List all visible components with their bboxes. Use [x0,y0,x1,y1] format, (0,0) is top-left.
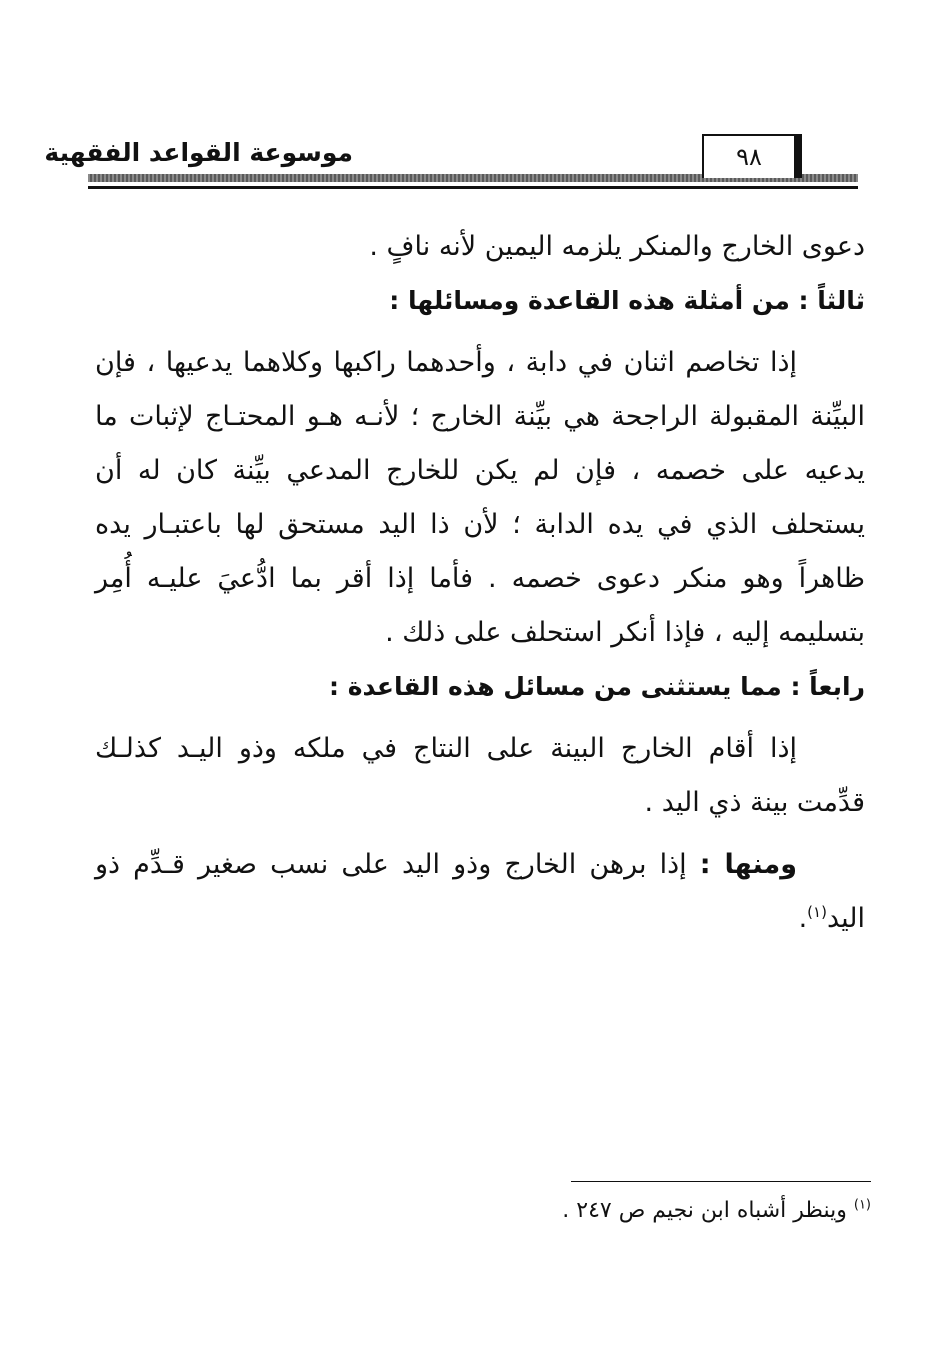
footnote-reference: (١) [807,903,827,921]
spacer [95,830,865,838]
paragraph-continuation: دعوى الخارج والمنكر يلزمه اليمين لأنه نافٍ . [369,231,865,262]
footnote [562,1198,871,1223]
spacer [95,328,865,336]
book-title: موسوعة القواعد الفقهية [44,138,353,167]
section-heading-third: ثالثاً : من أمثلة هذه القاعدة ومسائلها : [389,286,865,315]
footnote-separator [571,1181,871,1182]
spacer [95,714,865,722]
paragraph-lead: ومنها : [699,849,798,880]
footnote-text: وينظر أشباه ابن نجيم ص ٢٤٧ . [562,1198,847,1223]
header-rule [88,186,858,189]
paragraph-text: إذا برهن الخارج وذو اليد على نسب صغير قـدِّم ذو اليد [95,849,865,934]
paragraph-exception: إذا أقام الخارج البينة على النتاج في ملكه وذو اليـد كذلـك قدِّمت بينة ذي اليد . [95,733,865,818]
paragraph-example: إذا تخاصم اثنان في دابة ، وأحدهما راكبها وكلاهما يدعيها ، فإن البيِّنة المقبولة الراجحة هي بيِّنة الخارج ؛ لأنـه هـو المحتـاج لإثبات ما يدعيه على خصمه ، فإن لم يكن للخارج المدعي بيِّنة كان له أن يستحلف الذي في يده الدابة ؛ لأن ذا اليد مستحق لها باعتبـار يده ظاهراً وهو منكر دعوى خصمه . فأما إذا أقر بما ادُّعيَ عليـه أُمِر بتسليمه إليه ، فإذا أنكر استحلف على ذلك . [95,347,865,648]
paragraph-exception-2 [95,838,865,946]
section-heading-fourth: رابعاً : مما يستثنى من مسائل هذه القاعدة : [329,672,865,701]
paragraph-end: . [798,903,808,934]
footnote-marker: (١) [853,1197,871,1213]
page-number: ٩٨ [702,134,796,178]
body-text [95,220,865,946]
page-header [44,134,858,194]
